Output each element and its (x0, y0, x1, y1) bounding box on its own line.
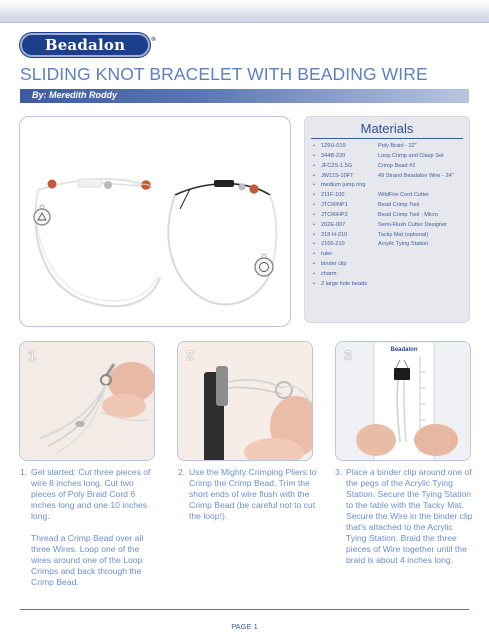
step-1-marker: 1. (20, 467, 28, 477)
materials-item: • JTCRINP1 Bead Crimp Tool (313, 202, 420, 209)
materials-item: • binder clip (313, 261, 347, 268)
footer-divider (20, 609, 469, 610)
tying-station-brand: Beadalon (390, 347, 418, 353)
step-3-photo (335, 341, 471, 461)
author-name: By: Meredith Roddy (32, 90, 118, 100)
step-3-text (335, 467, 475, 566)
materials-item: • medium jump ring (313, 182, 366, 189)
step-3-marker: 3. (335, 467, 343, 477)
step-1-paragraph: Thread a Crimp Bead over all three Wires. Loop one of the wires around one of the Loop Crimps and back through the Crimp Bead. (31, 533, 144, 587)
step-2-paragraph: Use the Mighty Crimping Pliers to Crimp the Crimp Bead. Trim the short ends of wire flush with the Crimp Bead (be careful not to cut the loop!). (189, 467, 317, 521)
step-3-number: 3 (344, 347, 352, 363)
materials-item: • JFC2S-1.5G Crimp Bead #2 (313, 162, 416, 169)
materials-item: • 129U-010 Poly Braid - 22" (313, 143, 417, 149)
materials-box (304, 116, 470, 323)
step-2-photo (177, 341, 313, 461)
materials-item: • JW11S-10FT 49 Strand Beadalon Wire - 24" (313, 172, 454, 179)
materials-item: • 344B-220 Loop Crimp and Clasp Set (313, 152, 444, 159)
step-2-marker: 2. (178, 467, 186, 477)
page-number: PAGE 1 (231, 622, 258, 631)
header-divider (0, 22, 489, 23)
materials-heading: Materials (360, 121, 414, 136)
beadalon-logo: Beadalon ® (20, 33, 150, 57)
materials-item: • 218 H-210 Tacky Mat (optional) (313, 231, 429, 238)
step-3-paragraph: Place a binder clip around one of the pegs of the Acrylic Tying Station. Secure the Tying Station to the table with the Tacky Mat. Secure the Wire in the binder clip that's attached to the Acrylic Tying Station. Braid the three pieces of Wire together until the braid is about 4 inches long. (346, 467, 473, 565)
materials-item: • 211F-100 WildFire Cord Cutter (313, 192, 429, 199)
header-band (0, 0, 489, 22)
materials-item: • JTCRIHP2 Bead Crimp Tool - Micro (313, 211, 438, 218)
step-1-photo (19, 341, 155, 461)
materials-item: • 2 large hole beads (313, 280, 368, 287)
step-2-text (178, 467, 318, 522)
materials-divider (311, 138, 463, 139)
author-bar (20, 89, 469, 103)
step-1-text (20, 467, 160, 588)
materials-list (313, 142, 468, 290)
materials-item: • ruler (313, 251, 333, 258)
materials-item: • 202E-007 Semi-Flush Cutter Designer (313, 221, 448, 228)
bracelet-photo (19, 116, 291, 327)
step-2-number: 2 (186, 347, 194, 363)
step-1-number: 1 (28, 347, 36, 363)
materials-item: • 2165-210 Acrylic Tying Station (313, 241, 429, 248)
page-title: SLIDING KNOT BRACELET WITH BEADING WIRE (20, 64, 428, 84)
materials-item: • charm (313, 270, 337, 277)
step-1-paragraph: Get started: Cut three pieces of wire 8 inches long. Cut two pieces of Poly Braid Cord 6 inches long and one 10 inches long. (31, 467, 151, 521)
